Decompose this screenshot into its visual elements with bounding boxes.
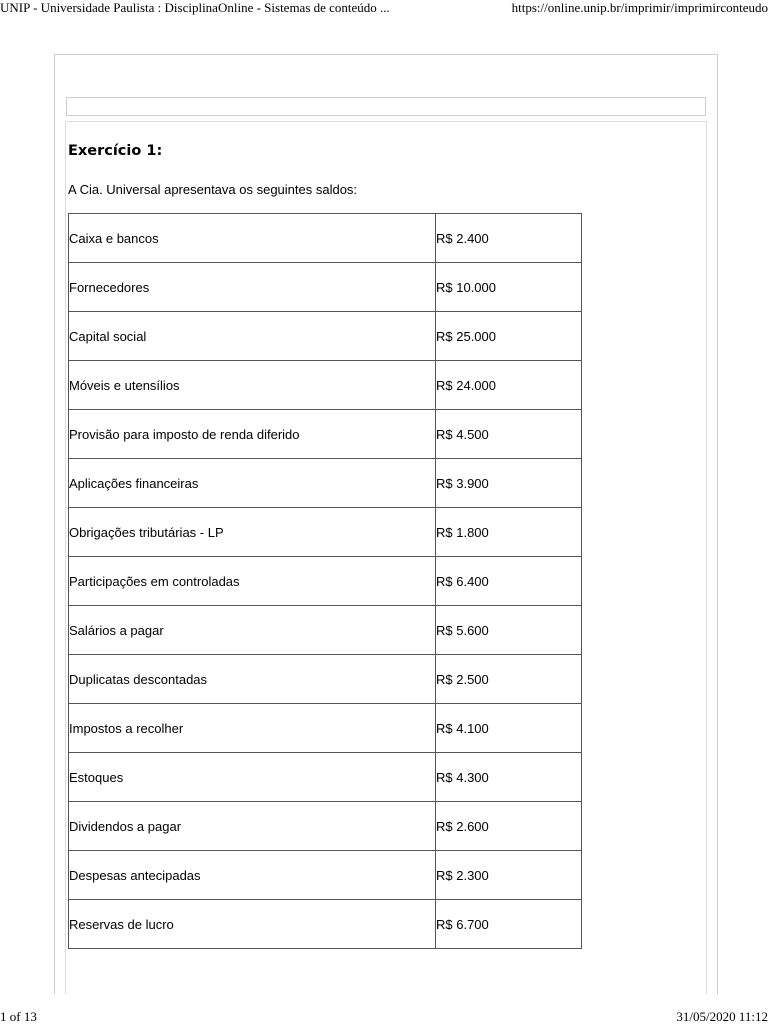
- table-row: [69, 312, 582, 361]
- account-value-cell: R$ 6.400: [436, 557, 582, 606]
- page-counter: 1 of 13: [0, 1009, 37, 1024]
- print-header-title: UNIP - Universidade Paulista : DisciplinaOnline - Sistemas de conteúdo ...: [0, 0, 390, 15]
- account-name-cell: Fornecedores: [69, 263, 436, 312]
- account-value-cell: R$ 4.500: [436, 410, 582, 459]
- account-name-cell: Salários a pagar: [69, 606, 436, 655]
- table-row: [69, 900, 582, 949]
- table-row: [69, 704, 582, 753]
- table-row: [69, 459, 582, 508]
- account-value-cell: R$ 2.400: [436, 214, 582, 263]
- account-name-cell: Despesas antecipadas: [69, 851, 436, 900]
- balances-table: [68, 213, 582, 949]
- account-name-cell: Reservas de lucro: [69, 900, 436, 949]
- table-row: [69, 557, 582, 606]
- account-value-cell: R$ 5.600: [436, 606, 582, 655]
- account-value-cell: R$ 4.100: [436, 704, 582, 753]
- account-value-cell: R$ 4.300: [436, 753, 582, 802]
- account-value-cell: R$ 3.900: [436, 459, 582, 508]
- table-row: [69, 508, 582, 557]
- table-row: [69, 606, 582, 655]
- account-name-cell: Participações em controladas: [69, 557, 436, 606]
- account-name-cell: Caixa e bancos: [69, 214, 436, 263]
- table-row: [69, 753, 582, 802]
- account-value-cell: R$ 2.600: [436, 802, 582, 851]
- table-row: [69, 410, 582, 459]
- table-row: [69, 655, 582, 704]
- account-value-cell: R$ 1.800: [436, 508, 582, 557]
- account-name-cell: Obrigações tributárias - LP: [69, 508, 436, 557]
- account-name-cell: Móveis e utensílios: [69, 361, 436, 410]
- account-name-cell: Estoques: [69, 753, 436, 802]
- table-row: [69, 361, 582, 410]
- content-header-bar: [66, 97, 706, 116]
- exercise-title: Exercício 1:: [68, 143, 163, 159]
- account-name-cell: Impostos a recolher: [69, 704, 436, 753]
- table-row: [69, 851, 582, 900]
- table-row: [69, 214, 582, 263]
- exercise-intro: A Cia. Universal apresentava os seguintes saldos:: [68, 182, 358, 197]
- account-name-cell: Dividendos a pagar: [69, 802, 436, 851]
- table-row: [69, 263, 582, 312]
- account-name-cell: Aplicações financeiras: [69, 459, 436, 508]
- account-value-cell: R$ 10.000: [436, 263, 582, 312]
- account-value-cell: R$ 24.000: [436, 361, 582, 410]
- account-value-cell: R$ 2.300: [436, 851, 582, 900]
- table-row: [69, 802, 582, 851]
- account-name-cell: Provisão para imposto de renda diferido: [69, 410, 436, 459]
- print-header-url: https://online.unip.br/imprimir/imprimirconteudo: [511, 0, 768, 15]
- account-value-cell: R$ 2.500: [436, 655, 582, 704]
- print-datetime: 31/05/2020 11:12: [676, 1009, 768, 1024]
- account-value-cell: R$ 6.700: [436, 900, 582, 949]
- account-name-cell: Duplicatas descontadas: [69, 655, 436, 704]
- account-value-cell: R$ 25.000: [436, 312, 582, 361]
- account-name-cell: Capital social: [69, 312, 436, 361]
